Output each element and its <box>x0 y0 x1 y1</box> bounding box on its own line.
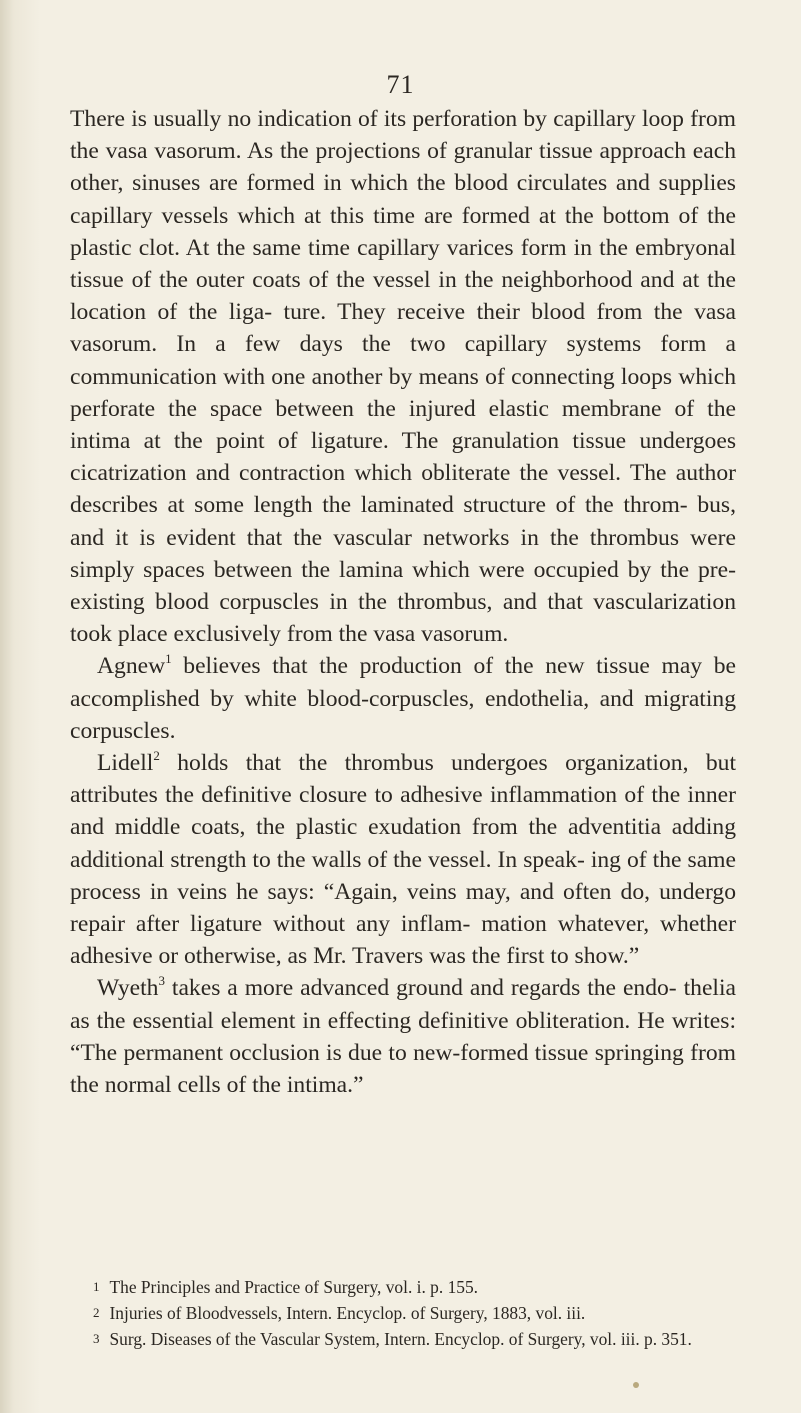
author-name-agnew: Agnew <box>97 653 166 680</box>
paragraph-4-text: takes a more advanced ground and regards the endo- thelia as the essential element in effecting definitive obliteration. He writes: “The permanent occlusion is due to new-formed tissue springing from the normal cells of the intima.” <box>70 975 736 1099</box>
paragraph-3 <box>70 747 736 972</box>
paragraph-4 <box>70 972 736 1101</box>
paragraph-2 <box>70 650 736 747</box>
footnote-ref-1: 1 <box>165 651 172 667</box>
footnote-text: Surg. Diseases of the Vascular System, Intern. Encyclop. of Surgery, vol. iii. p. 351. <box>109 1329 692 1349</box>
footnote-text: Injuries of Bloodvessels, Intern. Encyclop. of Surgery, 1883, vol. iii. <box>109 1303 586 1323</box>
footnote-mark: 3 <box>93 1331 100 1346</box>
footnote-1 <box>70 1275 746 1301</box>
footnote-3 <box>70 1327 746 1353</box>
footnote-2 <box>70 1301 746 1327</box>
footnote-ref-3: 3 <box>158 973 165 989</box>
footnote-text: The Principles and Practice of Surgery, vol. i. p. 155. <box>109 1277 479 1297</box>
paragraph-1: There is usually no indication of its perforation by capillary loop from the vasa vasorum. As the projections of granular tissue approach each other, sinuses are formed in which the blood circulates and supplies capillary vessels which at this time are formed at the bottom of the plastic clot. At the same time capillary varices form in the embryonal tissue of the outer coats of the vessel in the neighborhood and at the location of the liga- ture. They receive their blood from the vasa vasorum. In a few days the two capillary systems form a communication with one another by means of connecting loops which perforate the space between the injured elastic membrane of the intima at the point of ligature. The granulation tissue undergoes cicatrization and contraction which obliterate the vessel. The author describes at some length the laminated structure of the throm- bus, and it is evident that the vascular networks in the thrombus were simply spaces between the lamina which were occupied by the pre-existing blood corpuscles in the thrombus, and that vascularization took place exclusively from the vasa vasorum. <box>70 106 736 648</box>
author-name-wyeth: Wyeth <box>97 975 159 1002</box>
paper-speck <box>633 1382 639 1388</box>
page-number: 71 <box>386 70 415 99</box>
body-text <box>70 103 736 1101</box>
footnote-mark: 1 <box>93 1279 100 1294</box>
author-name-lidell: Lidell <box>97 750 154 777</box>
paragraph-3-text: holds that the thrombus undergoes organization, but attributes the definitive closure to adhesive inflammation of the inner and middle coats, the plastic exudation from the adventitia adding additional strength to the walls of the vessel. In speak- ing of the same process in veins he says: “Again, veins may, and often do, undergo repair after ligature without any inflam- mation whatever, whether adhesive or otherwise, as Mr. Travers was the first to show.” <box>70 750 736 970</box>
footnote-mark: 2 <box>93 1305 100 1320</box>
footnotes <box>70 1275 746 1353</box>
paragraph-2-text: believes that the production of the new tissue may be accomplished by white blood-corpuscles, endothelia, and migrating corpuscles. <box>70 653 736 744</box>
footnote-ref-2: 2 <box>153 748 160 764</box>
